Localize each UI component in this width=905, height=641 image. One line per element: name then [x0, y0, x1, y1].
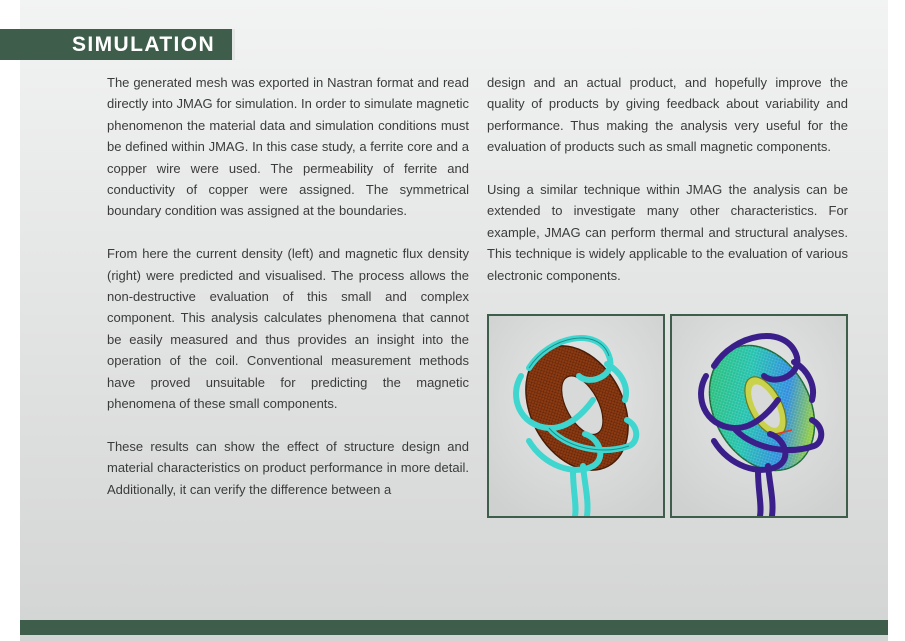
paragraph-results: These results can show the effect of structure design and material characteristics on product performance in more detail. Additionally, it can verify the difference between a: [107, 438, 469, 497]
paragraph-mesh-export: The generated mesh was exported in Nastran format and read directly into JMAG for simulation. In order to simulate magnetic phenomenon the material data and simulation conditions must be defined within JMAG. In this case study, a ferrite core and a copper wire were used. The permeability of ferrite and conductivity of copper were assigned. The symmetrical boundary condition was assigned at the boundaries.: [107, 75, 469, 219]
paragraph-product-quality: design and an actual product, and hopefully improve the quality of products by giving feedback about variability and performance. Thus making the analysis very useful for the evaluation of products such as small magnetic components.: [487, 75, 848, 155]
footer-bar: [20, 620, 888, 635]
text-column-left: [107, 72, 469, 521]
current-density-image: [489, 316, 663, 516]
paragraph-further-analyses: Using a similar technique within JMAG the analysis can be extended to investigate many other characteristics. For example, JMAG can perform thermal and structural analyses. This technique is widely applicable to the evaluation of various electronic components.: [487, 182, 848, 283]
text-column-right: [487, 72, 848, 307]
paragraph-density-prediction: From here the current density (left) and magnetic flux density (right) were predicted and visualised. The process allows the non-destructive evaluation of this small and complex component. This analysis calculates phenomena that cannot be easily measured and thus provides an insight into the operation of the coil. Conventional measurement methods have proved unsuitable for predicting the magnetic phenomena of these small components.: [107, 246, 469, 412]
section-header-edge: [232, 29, 235, 60]
section-title: SIMULATION: [72, 33, 216, 56]
magnetic-flux-density-image: [672, 316, 846, 516]
current-density-figure: [487, 314, 665, 518]
magnetic-flux-density-figure: [670, 314, 848, 518]
